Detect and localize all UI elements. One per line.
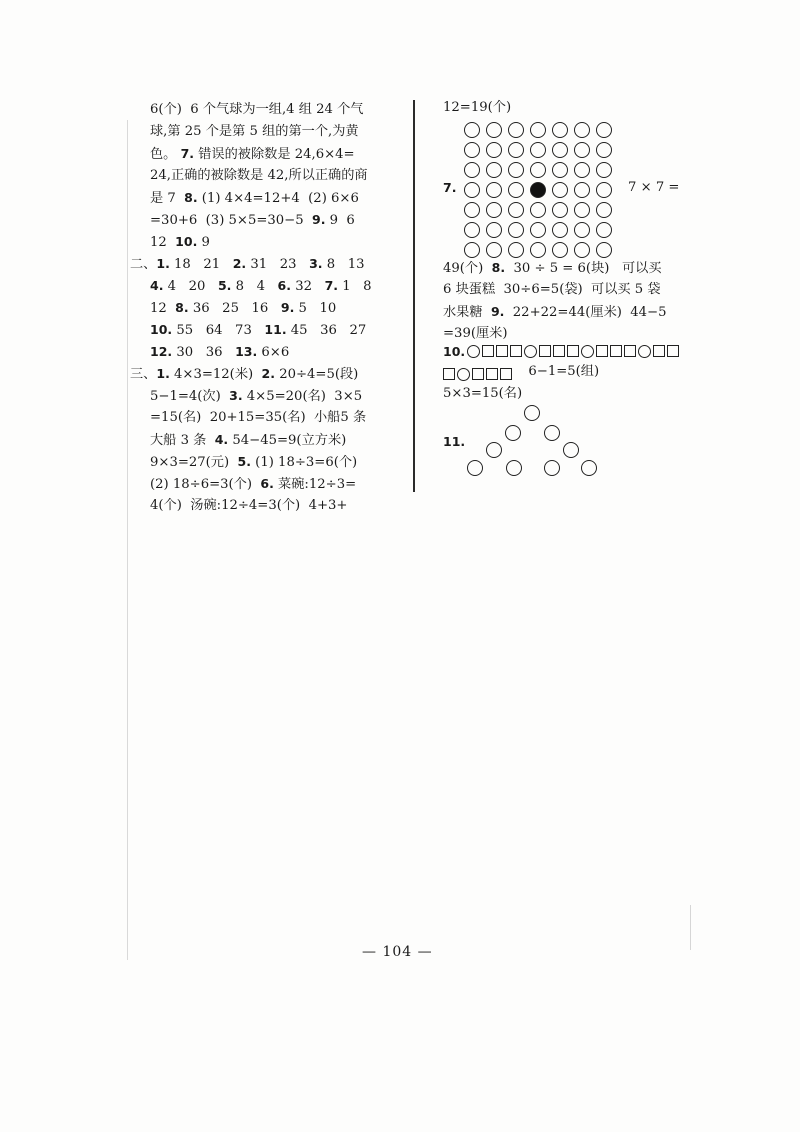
- square-shape: [500, 368, 512, 380]
- circle-grid-row: [464, 120, 618, 140]
- circle-grid: [464, 120, 618, 260]
- empty-circle: [508, 142, 524, 158]
- left-line-2: 球,第 25 个是第 5 组的第一个,为黄: [150, 124, 359, 139]
- question-10-number: 10.: [443, 344, 466, 359]
- section-two-line-2: 4. 4 20 5. 8 4 6. 32 7. 1 8: [150, 278, 372, 294]
- empty-circle: [596, 222, 612, 238]
- left-line-3: 色。 7. 错误的被除数是 24,6×4=: [150, 146, 355, 162]
- circle-shape: [505, 425, 521, 441]
- empty-circle: [464, 142, 480, 158]
- circle-shape: [467, 345, 480, 358]
- circle-shape: [457, 368, 470, 381]
- right-margin-mark: [690, 905, 691, 950]
- section-two-line-4: 10. 55 64 73 11. 45 36 27: [150, 322, 367, 338]
- circle-shape: [581, 345, 594, 358]
- section-three-line-2: 5−1=4(次) 3. 4×5=20(名) 3×5: [150, 388, 363, 404]
- empty-circle: [574, 162, 590, 178]
- empty-circle: [486, 202, 502, 218]
- left-line-5: 是 7 8. (1) 4×4=12+4 (2) 6×6: [150, 190, 359, 206]
- empty-circle: [596, 242, 612, 258]
- page-number: — 104 —: [362, 944, 433, 960]
- empty-circle: [596, 202, 612, 218]
- empty-circle: [530, 162, 546, 178]
- question-7-multiplication: 7 × 7 =: [628, 180, 680, 195]
- circle-shape: [544, 425, 560, 441]
- empty-circle: [574, 122, 590, 138]
- square-shape: [596, 345, 608, 357]
- empty-circle: [552, 142, 568, 158]
- circle-shape: [467, 460, 483, 476]
- empty-circle: [574, 182, 590, 198]
- empty-circle: [574, 142, 590, 158]
- empty-circle: [464, 122, 480, 138]
- empty-circle: [530, 242, 546, 258]
- square-shape: [667, 345, 679, 357]
- square-shape: [624, 345, 636, 357]
- section-three-line-5: 9×3=27(元) 5. (1) 18÷3=6(个): [150, 454, 358, 470]
- empty-circle: [574, 202, 590, 218]
- circle-shape: [524, 405, 540, 421]
- circle-grid-row: [464, 240, 618, 260]
- empty-circle: [508, 182, 524, 198]
- right-line-1: 12=19(个): [443, 100, 512, 115]
- circle-grid-row: [464, 160, 618, 180]
- circle-grid-row: [464, 140, 618, 160]
- empty-circle: [464, 222, 480, 238]
- empty-circle: [552, 222, 568, 238]
- square-shape: [510, 345, 522, 357]
- right-line-14: 5×3=15(名): [443, 386, 523, 401]
- right-line-11: =39(厘米): [443, 326, 508, 341]
- square-shape: [567, 345, 579, 357]
- square-shape: [482, 345, 494, 357]
- question-7-number: 7.: [443, 180, 457, 195]
- square-shape: [443, 368, 455, 380]
- section-three-line-1: 三、1. 4×3=12(米) 2. 20÷4=5(段): [130, 366, 359, 382]
- square-shape: [496, 345, 508, 357]
- empty-circle: [464, 182, 480, 198]
- section-three-line-6: (2) 18÷6=3(个) 6. 菜碗:12÷3=: [150, 476, 357, 492]
- empty-circle: [552, 162, 568, 178]
- empty-circle: [530, 142, 546, 158]
- left-margin-line: [127, 120, 128, 960]
- shape-sequence-row-2: [443, 364, 514, 382]
- square-shape: [610, 345, 622, 357]
- section-two-line-3: 12 8. 36 25 16 9. 5 10: [150, 300, 337, 316]
- square-shape: [653, 345, 665, 357]
- section-two-line-1: 二、1. 18 21 2. 31 23 3. 8 13: [130, 256, 365, 272]
- left-line-7: 12 10. 9: [150, 234, 210, 250]
- circle-shape: [524, 345, 537, 358]
- empty-circle: [552, 182, 568, 198]
- square-shape: [539, 345, 551, 357]
- empty-circle: [464, 162, 480, 178]
- empty-circle: [508, 162, 524, 178]
- circle-grid-row: [464, 200, 618, 220]
- section-three-line-3: =15(名) 20+15=35(名) 小船5 条: [150, 410, 367, 425]
- filled-circle: [530, 182, 546, 198]
- empty-circle: [486, 142, 502, 158]
- shape-sequence-row-1: [467, 341, 681, 359]
- right-line-9: 6 块蛋糕 30÷6=5(袋) 可以买 5 袋: [443, 282, 661, 297]
- empty-circle: [574, 222, 590, 238]
- section-three-line-4: 大船 3 条 4. 54−45=9(立方米): [150, 432, 347, 448]
- right-line-8: 49(个) 8. 30 ÷ 5 = 6(块) 可以买: [443, 260, 662, 276]
- empty-circle: [552, 242, 568, 258]
- square-shape: [486, 368, 498, 380]
- circle-shape: [638, 345, 651, 358]
- empty-circle: [508, 122, 524, 138]
- empty-circle: [596, 162, 612, 178]
- empty-circle: [596, 122, 612, 138]
- circle-grid-row: [464, 220, 618, 240]
- question-10-groups: 6−1=5(组): [520, 364, 600, 379]
- empty-circle: [552, 122, 568, 138]
- question-11-number: 11.: [443, 434, 466, 449]
- empty-circle: [486, 182, 502, 198]
- empty-circle: [508, 222, 524, 238]
- empty-circle: [486, 242, 502, 258]
- circle-shape: [544, 460, 560, 476]
- empty-circle: [486, 162, 502, 178]
- circle-shape: [486, 442, 502, 458]
- square-shape: [553, 345, 565, 357]
- empty-circle: [464, 242, 480, 258]
- empty-circle: [530, 202, 546, 218]
- empty-circle: [530, 222, 546, 238]
- empty-circle: [486, 222, 502, 238]
- circle-shape: [563, 442, 579, 458]
- left-line-4: 24,正确的被除数是 42,所以正确的商: [150, 168, 368, 183]
- empty-circle: [464, 202, 480, 218]
- left-line-6: =30+6 (3) 5×5=30−5 9. 9 6: [150, 212, 355, 228]
- empty-circle: [486, 122, 502, 138]
- circle-grid-row: [464, 180, 618, 200]
- empty-circle: [596, 182, 612, 198]
- circle-shape: [506, 460, 522, 476]
- empty-circle: [596, 142, 612, 158]
- section-two-line-5: 12. 30 36 13. 6×6: [150, 344, 290, 360]
- empty-circle: [552, 202, 568, 218]
- empty-circle: [530, 122, 546, 138]
- square-shape: [472, 368, 484, 380]
- column-divider: [413, 100, 415, 492]
- empty-circle: [508, 242, 524, 258]
- empty-circle: [574, 242, 590, 258]
- circle-shape: [581, 460, 597, 476]
- empty-circle: [508, 202, 524, 218]
- left-line-1: 6(个) 6 个气球为一组,4 组 24 个气: [150, 102, 364, 117]
- right-line-10: 水果糖 9. 22+22=44(厘米) 44−5: [443, 304, 667, 320]
- section-three-line-7: 4(个) 汤碗:12÷4=3(个) 4+3+: [150, 498, 348, 513]
